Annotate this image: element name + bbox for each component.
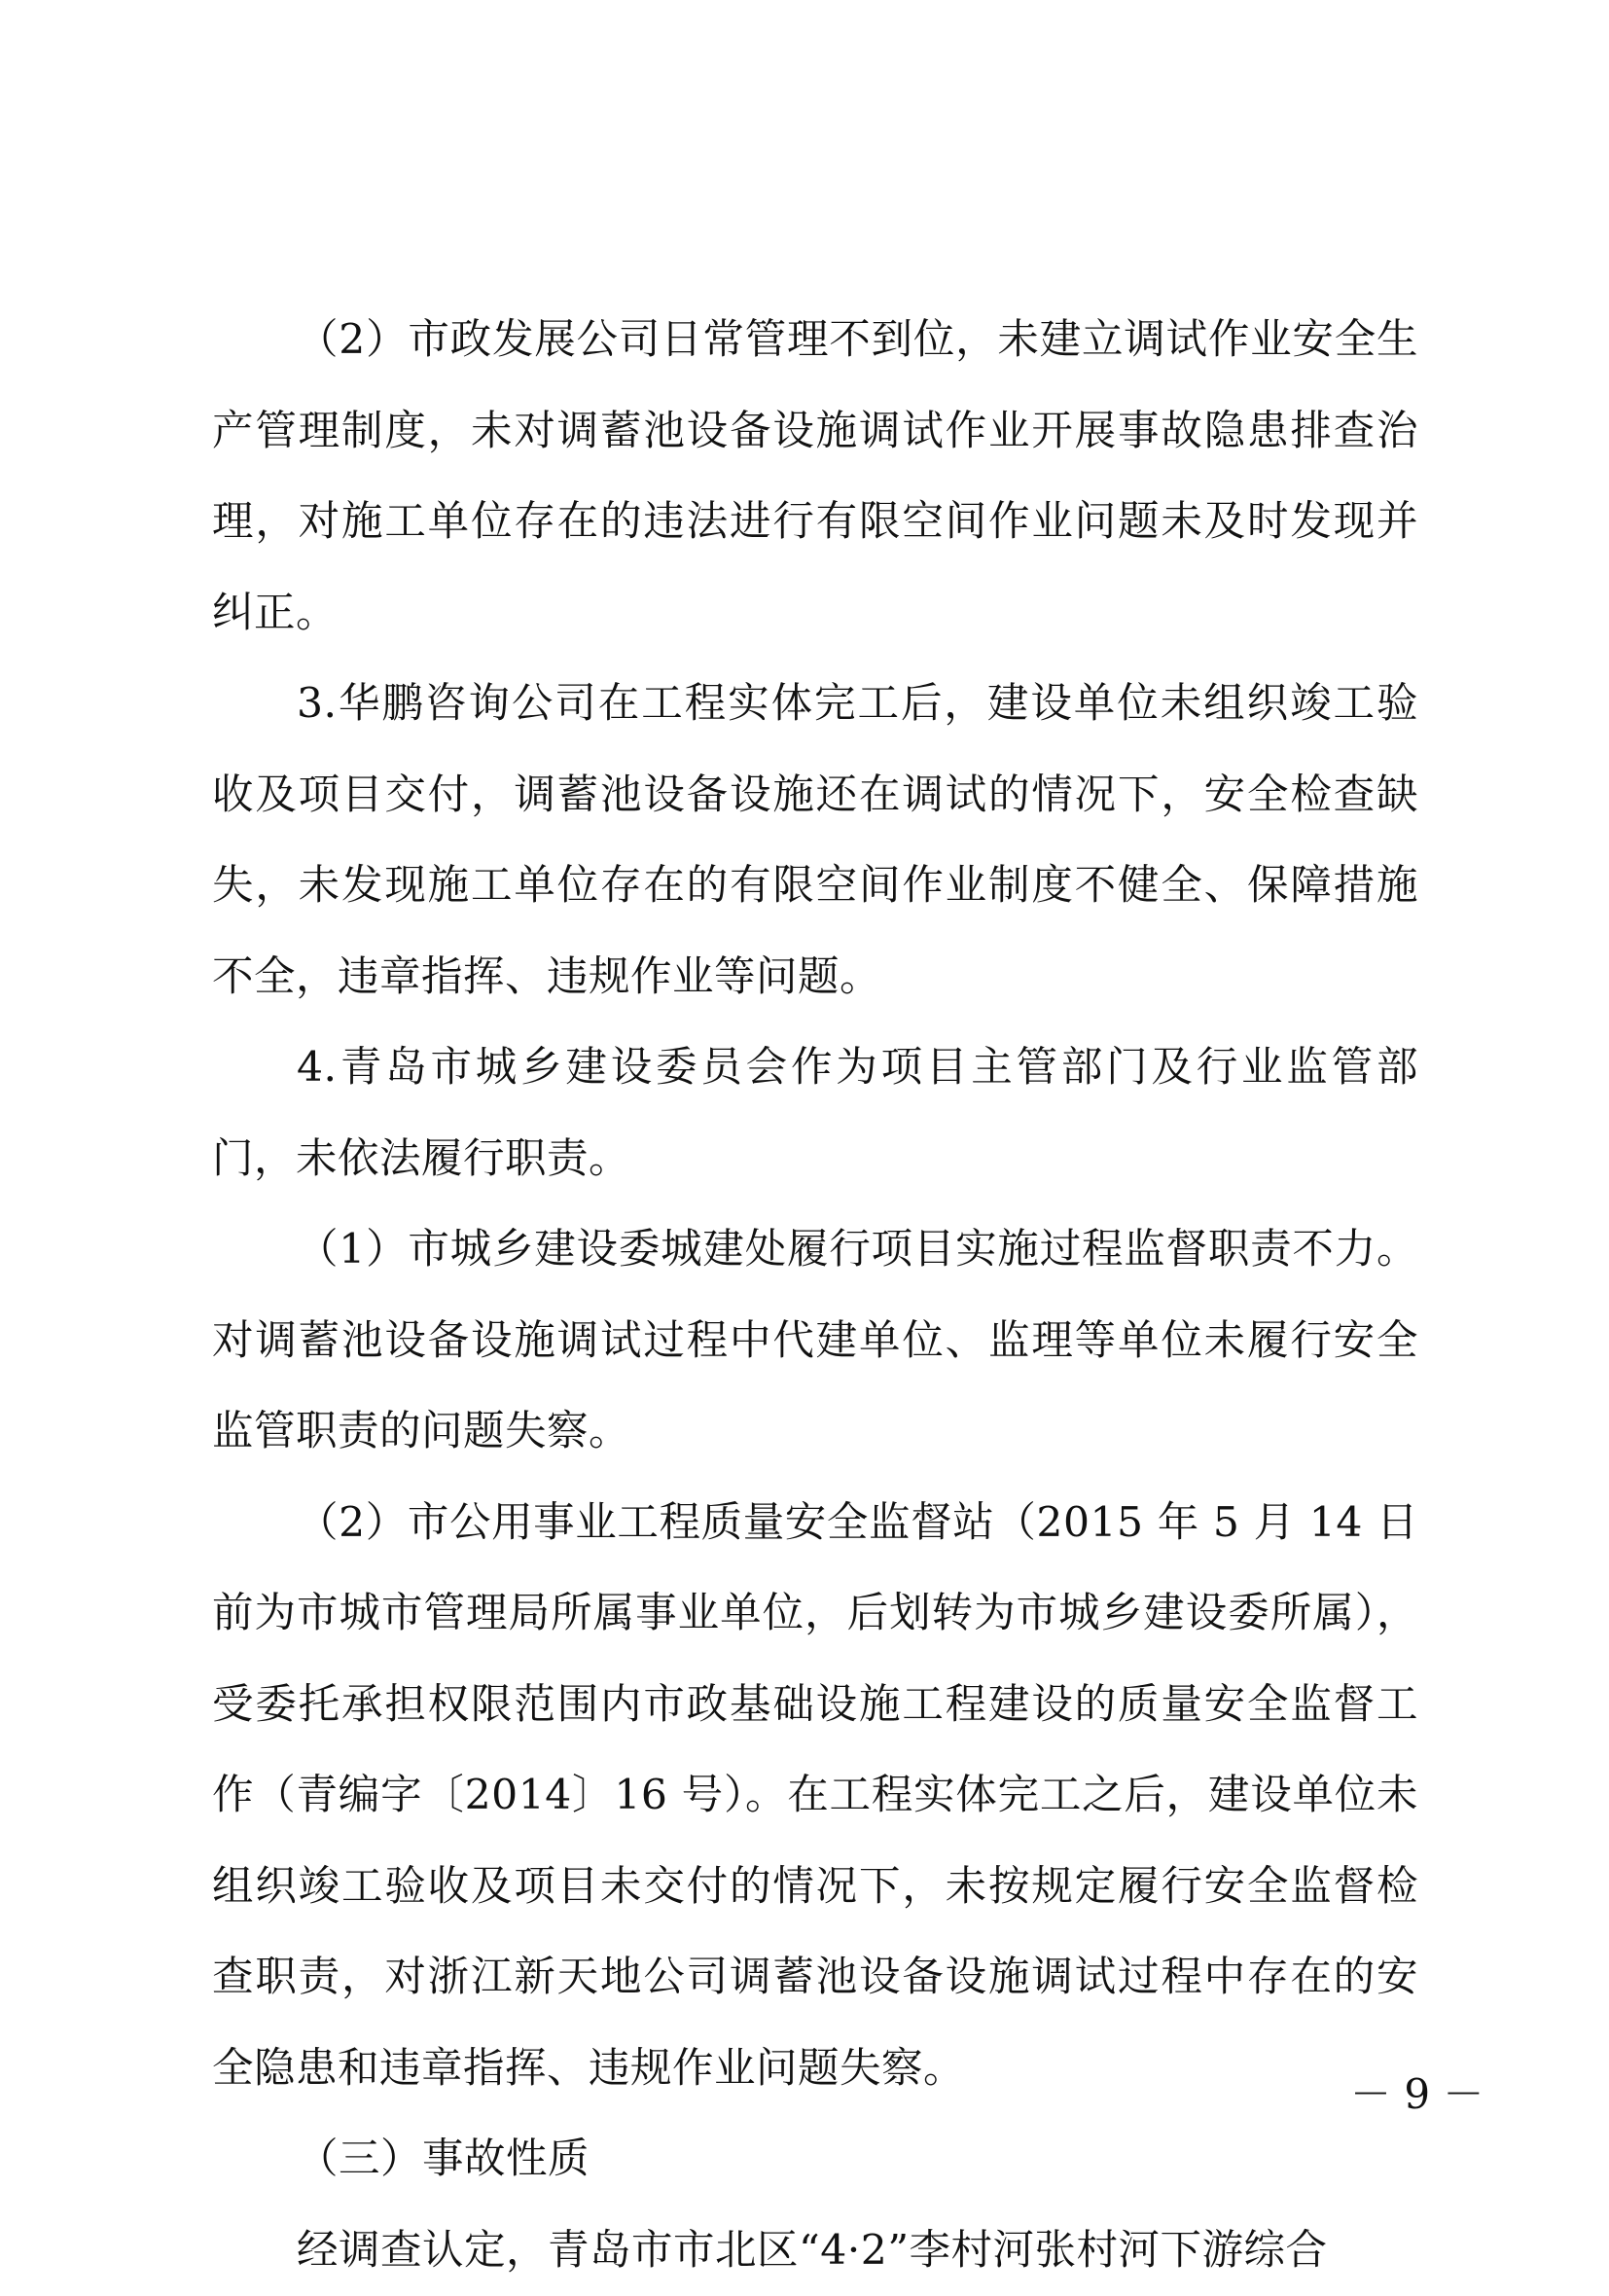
paragraph-municipal-company: （2）市政发展公司日常管理不到位，未建立调试作业安全生产管理制度，未对调蓄池设备设施调试作业开展事故隐患排查治理，对施工单位存在的违法进行有限空间作业问题未及时发现并纠正。	[212, 295, 1418, 659]
paragraph-construction-committee: 4.青岛市城乡建设委员会作为项目主管部门及行业监管部门，未依法履行职责。	[212, 1022, 1418, 1204]
section-heading: （三）事故性质	[212, 2114, 1418, 2206]
paragraph-accident-nature: 经调查认定，青岛市市北区“4·2”李村河张村河下游综合	[212, 2206, 1418, 2296]
paragraph-supervision-station: （2）市公用事业工程质量安全监督站（2015 年 5 月 14 日前为市城市管理局所属事业单位，后划转为市城乡建设委所属），受委托承担权限范围内市政基础设施工程建设的质量安全监督工作（青编字〔2014〕16 号）。在工程实体完工之后，建设单位未组织竣工验收及项目未交付的情况下，未按规定履行安全监督检查职责，对浙江新天地公司调蓄池设备设施调试过程中存在的安全隐患和违章指挥、违规作业问题失察。	[212, 1478, 1418, 2115]
paragraph-huapeng-consulting: 3.华鹏咨询公司在工程实体完工后，建设单位未组织竣工验收及项目交付，调蓄池设备设施还在调试的情况下，安全检查缺失，未发现施工单位存在的有限空间作业制度不健全、保障措施不全，违章指挥、违规作业等问题。	[212, 659, 1418, 1022]
page-number: － 9 －	[1350, 2070, 1484, 2119]
body-text	[212, 295, 1418, 2296]
paragraph-urban-construction-office: （1）市城乡建设委城建处履行项目实施过程监督职责不力。对调蓄池设备设施调试过程中代建单位、监理等单位未履行安全监管职责的问题失察。	[212, 1204, 1418, 1478]
